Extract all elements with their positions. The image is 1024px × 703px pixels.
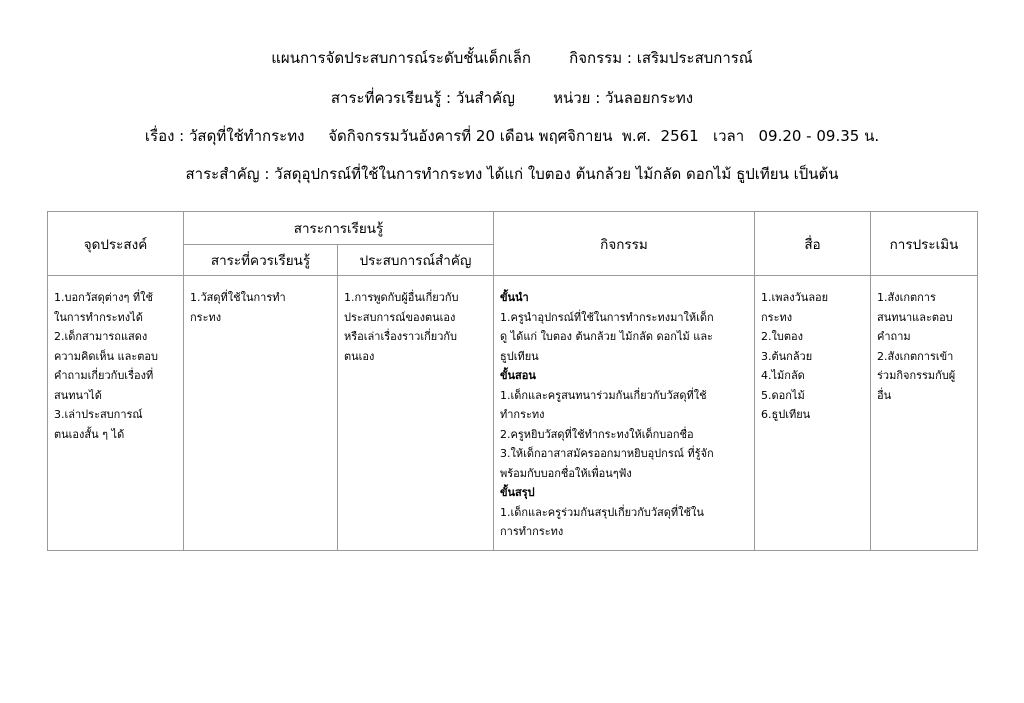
key-experience-line: ตนเอง <box>344 349 375 363</box>
activity-line: 1.เด็กและครูร่วมกันสรุปเกี่ยวกับวัสดุที่ใช้ใน <box>500 505 704 519</box>
objective-line: คำถามเกี่ยวกับเรื่องที่ <box>54 369 154 382</box>
header-learning-content: สาระการเรียนรู้ <box>184 212 494 245</box>
header-objectives: จุดประสงค์ <box>48 212 184 276</box>
key-experience-line: ประสบการณ์ของตนเอง <box>344 310 456 324</box>
key-concept-line: สาระสำคัญ : วัสดุอุปกรณ์ที่ใช้ในการทำกระทง ได้แก่ ใบตอง ต้นกล้วย ไม้กลัด ดอกไม้ ธูปเทียน เป็นต้น <box>185 165 839 183</box>
activities-cell <box>494 276 755 551</box>
objective-line: 2.เด็กสามารถแสดง <box>54 330 148 343</box>
media-line: 5.ดอกไม้ <box>761 388 805 402</box>
media-line: 1.เพลงวันลอย <box>761 291 829 304</box>
media-line: 6.ธูปเทียน <box>761 408 811 421</box>
subject-unit-line: สาระที่ควรเรียนรู้ : วันสำคัญ หน่วย : วันลอยกระทง <box>330 89 694 107</box>
should-learn-line: 1.วัสดุที่ใช้ในการทำ <box>190 291 286 304</box>
activity-line: 1.เด็กและครูสนทนาร่วมกันเกี่ยวกับวัสดุที่ใช้ <box>500 388 707 402</box>
objective-line: 1.บอกวัสดุต่างๆ ที่ใช้ <box>54 291 153 304</box>
activity-line: 3.ให้เด็กอาสาสมัครออกมาหยิบอุปกรณ์ ที่รู้จัก <box>500 447 714 460</box>
evaluation-line: ร่วมกิจกรรมกับผู้ <box>877 369 956 382</box>
media-line: กระทง <box>761 310 793 324</box>
objective-line: ตนเองสั้น ๆ ได้ <box>54 427 125 441</box>
lesson-plan-table <box>47 211 978 551</box>
header-key-experience: ประสบการณ์สำคัญ <box>338 245 494 276</box>
activity-line: ทำกระทง <box>500 408 545 421</box>
activity-line: 2.ครูหยิบวัสดุที่ใช้ทำกระทงให้เด็กบอกชื่อ <box>500 427 694 441</box>
header-evaluation: การประเมิน <box>871 212 978 276</box>
plan-title-line: แผนการจัดประสบการณ์ระดับชั้นเด็กเล็ก กิจกรรม : เสริมประสบการณ์ <box>271 49 753 67</box>
stage-intro-heading: ขั้นนำ <box>500 291 529 304</box>
activity-line: พร้อมกับบอกชื่อให้เพื่อนๆฟัง <box>500 466 632 480</box>
evaluation-line: สนทนาและตอบ <box>877 310 953 324</box>
evaluation-line: อื่น <box>877 388 892 402</box>
activity-line: ธูปเทียน <box>500 349 539 363</box>
key-experience-line: หรือเล่าเรื่องราวเกี่ยวกับ <box>344 330 458 343</box>
activity-line: การทำกระทง <box>500 525 564 538</box>
header-should-learn: สาระที่ควรเรียนรู้ <box>184 245 338 276</box>
table-row <box>48 276 978 551</box>
media-line: 2.ใบตอง <box>761 330 803 343</box>
evaluation-line: 2.สังเกตการเข้า <box>877 349 954 363</box>
should-learn-line: กระทง <box>190 310 222 324</box>
stage-conclude-heading: ขั้นสรุป <box>500 486 535 499</box>
media-line: 4.ไม้กลัด <box>761 369 805 382</box>
media-cell <box>755 276 871 551</box>
activity-line: ดู ได้แก่ ใบตอง ต้นกล้วย ไม้กลัด ดอกไม้ และ <box>500 330 713 343</box>
objective-line: ความคิดเห็น และตอบ <box>54 349 158 363</box>
objective-line: ในการทำกระทงได้ <box>54 310 143 324</box>
evaluation-line: คำถาม <box>877 330 911 343</box>
topic-date-line: เรื่อง : วัสดุที่ใช้ทำกระทง จัดกิจกรรมวันอังคารที่ 20 เดือน พฤศจิกายน พ.ศ. 2561 เวลา 09.20 - 09.35 น. <box>144 127 880 145</box>
activity-line: 1.ครูนำอุปกรณ์ที่ใช้ในการทำกระทงมาให้เด็ก <box>500 310 714 324</box>
key-experience-line: 1.การพูดกับผู้อื่นเกี่ยวกับ <box>344 291 459 304</box>
key-experience-cell <box>338 276 494 551</box>
header-activities: กิจกรรม <box>494 212 755 276</box>
header-media: สื่อ <box>755 212 871 276</box>
evaluation-cell <box>871 276 978 551</box>
should-learn-cell <box>184 276 338 551</box>
objective-line: สนทนาได้ <box>54 388 102 402</box>
objectives-cell <box>48 276 184 551</box>
media-line: 3.ต้นกล้วย <box>761 349 813 363</box>
evaluation-line: 1.สังเกตการ <box>877 291 936 304</box>
stage-teach-heading: ขั้นสอน <box>500 369 536 382</box>
objective-line: 3.เล่าประสบการณ์ <box>54 408 143 421</box>
